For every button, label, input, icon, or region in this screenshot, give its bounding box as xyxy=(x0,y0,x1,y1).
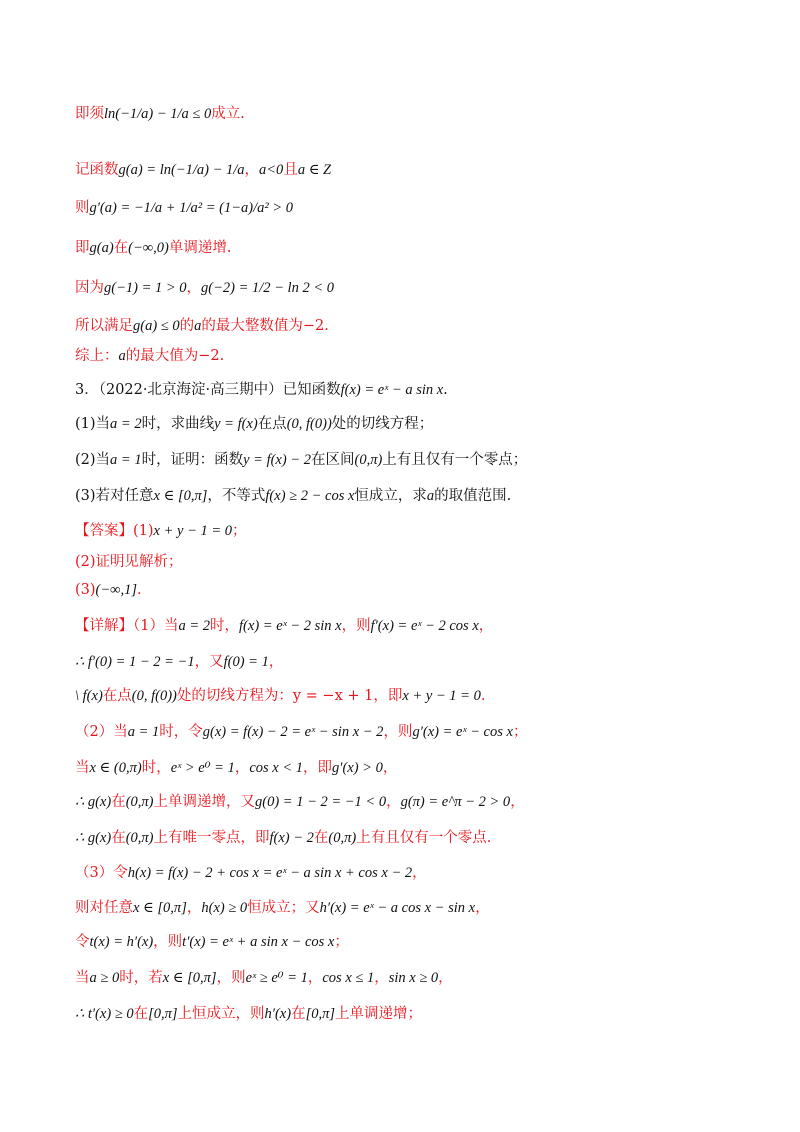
text-run: 时， xyxy=(210,618,240,634)
math-expression: g(π) = e^π − 2 > 0 xyxy=(400,794,511,810)
line-4 xyxy=(75,238,755,258)
math-expression: a = 2 xyxy=(178,618,211,634)
text-run: ，不等式 xyxy=(207,488,266,504)
text-run: 在 xyxy=(133,1006,149,1022)
line-10 xyxy=(75,450,755,470)
math-expression: h(x) ≥ 0 xyxy=(201,900,248,916)
math-expression: (0,π) xyxy=(328,830,357,846)
text-run: 则对任意 xyxy=(75,900,133,916)
text-run: ， xyxy=(244,162,260,178)
text-run: ，即 xyxy=(373,688,403,704)
math-expression: f(x) − 2 xyxy=(269,830,314,846)
text-run: 在 xyxy=(113,240,129,256)
text-run: 当 xyxy=(75,970,90,986)
math-expression: [0,π] xyxy=(148,1006,178,1022)
text-run: 时， xyxy=(141,760,171,776)
math-expression: g(0) = 1 − 2 = −1 < 0 xyxy=(255,794,387,810)
line-22 xyxy=(75,863,755,883)
line-18 xyxy=(75,722,755,742)
math-expression: f(x) ≥ 2 − cos x xyxy=(265,488,355,504)
text-run: 当 xyxy=(75,760,90,776)
text-run: 的最大整数值为−2. xyxy=(201,318,329,334)
line-9 xyxy=(75,414,755,434)
text-run: 恒成立；又 xyxy=(247,900,320,916)
line-23 xyxy=(75,898,755,918)
math-expression: (0, f(0)) xyxy=(286,416,332,432)
text-run: 上有且仅有一个零点. xyxy=(356,830,492,846)
text-run: ，则 xyxy=(341,618,371,634)
math-expression: h(x) = f(x) − 2 + cos x = eˣ − a sin x + cos x − 2 xyxy=(127,865,413,881)
text-run: ， xyxy=(510,794,525,810)
text-run: ， xyxy=(307,970,323,986)
line-14 xyxy=(75,580,755,600)
text-run: 时，求曲线 xyxy=(141,416,215,432)
math-expression: g′(x) = eˣ − cos x xyxy=(412,724,513,740)
line-20 xyxy=(75,792,755,812)
line-1 xyxy=(75,104,755,124)
math-expression: eˣ > e⁰ = 1 xyxy=(170,760,235,776)
math-expression: ∴ t′(x) ≥ 0 xyxy=(75,1006,134,1022)
text-run: ， xyxy=(268,654,284,670)
text-run: （3）令 xyxy=(75,865,128,881)
math-expression: (0,π) xyxy=(354,452,383,468)
math-expression: a xyxy=(118,348,126,364)
line-19 xyxy=(75,758,755,778)
math-expression: f′(x) = eˣ − 2 cos x xyxy=(370,618,479,634)
math-expression: g(a) = ln(−1/a) − 1/a xyxy=(118,162,245,178)
text-run: 时，若 xyxy=(119,970,163,986)
math-expression: a = 1 xyxy=(127,724,160,740)
line-12 xyxy=(75,521,755,541)
text-run: 上单调递增，又 xyxy=(153,794,255,810)
math-expression: a ∈ Z xyxy=(297,162,332,178)
text-run: 成立. xyxy=(211,106,245,122)
text-run: 恒成立，求 xyxy=(354,488,427,504)
text-run: 所以满足 xyxy=(75,318,133,334)
text-run: 在点 xyxy=(102,688,132,704)
line-24 xyxy=(75,932,755,952)
math-expression: g′(a) = −1/a + 1/a² = (1−a)/a² > 0 xyxy=(89,200,293,216)
math-expression: y = f(x) xyxy=(214,416,258,432)
text-run: ，即 xyxy=(303,760,333,776)
math-expression: g(−2) = 1/2 − ln 2 < 0 xyxy=(201,280,334,296)
text-run: 的取值范围. xyxy=(434,488,512,504)
text-run: 令 xyxy=(75,934,90,950)
line-7 xyxy=(75,346,755,366)
text-run: 在 xyxy=(291,1006,306,1022)
math-expression: cos x ≤ 1 xyxy=(322,970,375,986)
math-expression: (0,π) xyxy=(125,830,154,846)
text-run: ； xyxy=(512,724,528,740)
math-expression: t′(x) = eˣ + a sin x − cos x xyxy=(182,934,335,950)
text-run: ， xyxy=(478,618,494,634)
math-expression: f(0) = 1 xyxy=(223,654,269,670)
text-run: ，则 xyxy=(216,970,246,986)
text-run: 综上： xyxy=(75,348,119,364)
math-expression: \ f(x) xyxy=(75,688,103,704)
text-run: 处的切线方程； xyxy=(331,416,434,432)
math-expression: a<0 xyxy=(259,162,284,178)
text-run: ， xyxy=(186,900,202,916)
text-run: ，则 xyxy=(383,724,413,740)
text-run: （2）当 xyxy=(75,724,128,740)
line-5 xyxy=(75,278,755,298)
math-expression: x ∈ (0,π) xyxy=(89,760,142,776)
text-run: 即 xyxy=(75,240,90,256)
text-run: ， xyxy=(382,760,398,776)
text-run: ， xyxy=(374,970,389,986)
math-expression: g(−1) = 1 > 0 xyxy=(104,280,187,296)
text-run: 在 xyxy=(313,830,329,846)
text-run: 在区间 xyxy=(310,452,355,468)
text-run: 的 xyxy=(179,318,195,334)
math-expression: x ∈ [0,π] xyxy=(162,970,217,986)
text-run: (2)当 xyxy=(75,452,111,468)
math-expression: a xyxy=(194,318,202,334)
math-expression: a = 2 xyxy=(110,416,142,432)
math-expression: (0,π) xyxy=(125,794,154,810)
line-2 xyxy=(75,160,755,180)
text-run: ， xyxy=(438,970,453,986)
math-expression: eˣ ≥ e⁰ = 1 xyxy=(245,970,308,986)
math-expression: ∴ f′(0) = 1 − 2 = −1 xyxy=(75,654,195,670)
math-expression: t(x) = h′(x) xyxy=(89,934,154,950)
text-run: 记函数 xyxy=(75,162,119,178)
math-expression: x + y − 1 = 0 xyxy=(402,688,481,704)
text-run: 3．（2022·北京海淀·高三期中）已知函数 xyxy=(75,382,341,398)
math-expression: cos x < 1 xyxy=(249,760,304,776)
math-expression: g(a) ≤ 0 xyxy=(133,318,180,334)
text-run: 上有唯一零点，即 xyxy=(153,830,270,846)
text-run: 【答案】(1) xyxy=(75,523,154,539)
math-expression: g′(x) > 0 xyxy=(332,760,383,776)
math-expression: g(a) xyxy=(89,240,114,256)
text-run: 上恒成立，则 xyxy=(177,1006,265,1022)
text-run: ，则 xyxy=(153,934,183,950)
math-expression: h′(x) xyxy=(264,1006,292,1022)
text-run: . xyxy=(480,688,486,704)
line-8 xyxy=(75,380,755,400)
text-run: (2)证明见解析； xyxy=(75,554,183,570)
text-run: . xyxy=(443,382,448,398)
line-21 xyxy=(75,828,755,848)
line-3 xyxy=(75,198,755,218)
math-expression: ∴ g(x) xyxy=(75,794,112,810)
math-expression: [0,π] xyxy=(305,1006,335,1022)
math-expression: a xyxy=(426,488,435,504)
text-run: (3)若对任意 xyxy=(75,488,154,504)
text-run: ， xyxy=(234,760,250,776)
math-expression: f(x) = eˣ − a sin x xyxy=(340,382,444,398)
text-run: 的最大值为−2. xyxy=(125,348,225,364)
text-run: (1)当 xyxy=(75,416,111,432)
text-run: ， xyxy=(386,794,401,810)
math-expression: y = f(x) − 2 xyxy=(243,452,311,468)
text-run: 时，令 xyxy=(159,724,203,740)
math-expression: (−∞,1] xyxy=(95,582,138,598)
line-17 xyxy=(75,686,755,706)
line-11 xyxy=(75,486,755,506)
math-expression: x ∈ [0,π] xyxy=(153,488,208,504)
text-run: . xyxy=(137,582,142,598)
text-run: 在点 xyxy=(257,416,287,432)
math-expression: (−∞,0) xyxy=(128,240,169,256)
text-run: ， xyxy=(475,900,490,916)
text-run: 且 xyxy=(283,162,298,178)
math-expression: a = 1 xyxy=(110,452,142,468)
math-expression: ∴ g(x) xyxy=(75,830,112,846)
line-15 xyxy=(75,616,755,636)
math-expression: (0, f(0)) xyxy=(131,688,177,704)
text-run: 【详解】（1）当 xyxy=(75,618,179,634)
text-run: ； xyxy=(334,934,349,950)
text-run: y = −x + 1 xyxy=(292,688,374,704)
text-run: 在 xyxy=(111,794,126,810)
math-expression: x + y − 1 = 0 xyxy=(153,523,233,539)
line-16 xyxy=(75,652,755,672)
math-expression: sin x ≥ 0 xyxy=(388,970,439,986)
text-run: (3) xyxy=(75,582,96,598)
math-expression: g(x) = f(x) − 2 = eˣ − sin x − 2 xyxy=(202,724,384,740)
math-expression: ln(−1/a) − 1/a ≤ 0 xyxy=(104,106,212,122)
math-expression: x ∈ [0,π] xyxy=(133,900,187,916)
text-run: 因为 xyxy=(75,280,104,296)
text-run: ，又 xyxy=(194,654,224,670)
text-run: ， xyxy=(412,865,427,881)
math-expression: a ≥ 0 xyxy=(89,970,120,986)
line-6 xyxy=(75,316,755,336)
text-run: 单调递增. xyxy=(168,240,232,256)
text-run: 上单调递增； xyxy=(335,1006,422,1022)
text-run: 即须 xyxy=(75,106,104,122)
math-expression: f(x) = eˣ − 2 sin x xyxy=(239,618,342,634)
text-run: 处的切线方程为： xyxy=(176,688,293,704)
text-run: 上有且仅有一个零点； xyxy=(382,452,528,468)
text-run: 时，证明：函数 xyxy=(141,452,244,468)
text-run: ； xyxy=(232,523,247,539)
line-25 xyxy=(75,968,755,988)
text-run: ， xyxy=(186,280,202,296)
text-run: 则 xyxy=(75,200,90,216)
line-13 xyxy=(75,552,755,572)
math-expression: h′(x) = eˣ − a cos x − sin x xyxy=(319,900,476,916)
text-run: 在 xyxy=(111,830,126,846)
line-26 xyxy=(75,1004,755,1024)
